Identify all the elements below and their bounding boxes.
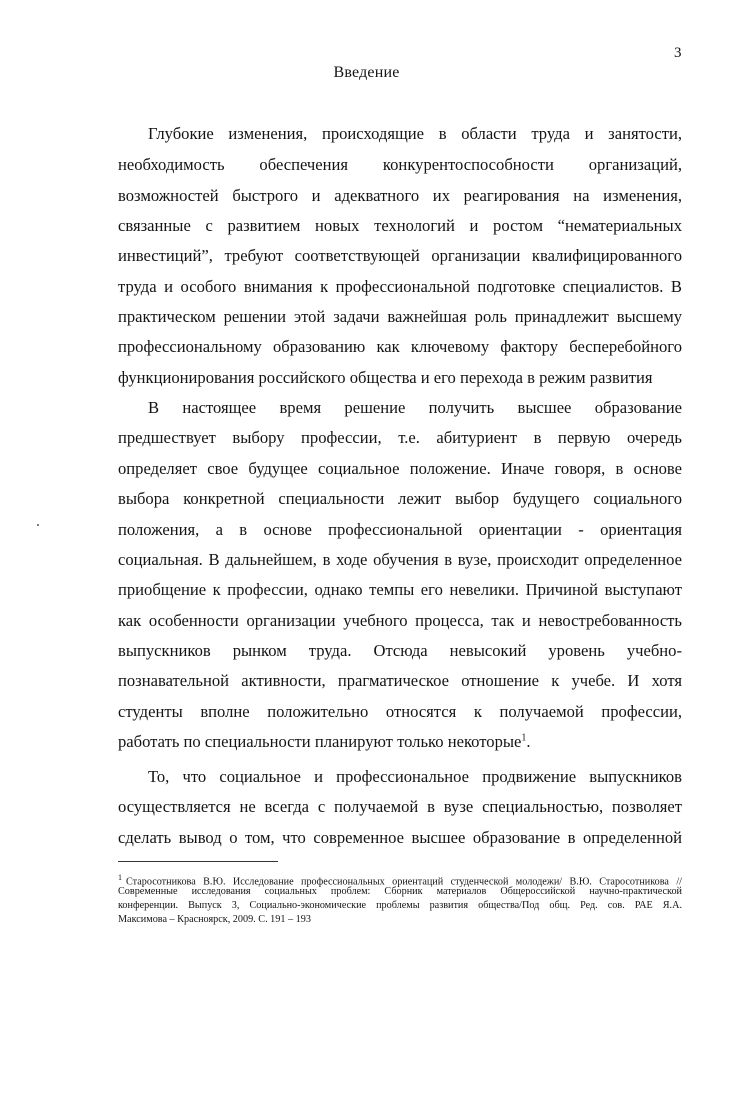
body-line: социальная. В дальнейшем, в ходе обучения в вузе, происходит определенное <box>118 550 682 569</box>
body-line-text: работать по специальности планируют только некоторые <box>118 732 522 751</box>
footnote-reference[interactable]: 1 <box>521 732 527 744</box>
scan-speck <box>37 524 39 526</box>
body-line: профессиональному образованию как ключевому фактору бесперебойного <box>118 337 682 356</box>
page-number: 3 <box>674 45 682 61</box>
body-line: Глубокие изменения, происходящие в области труда и занятости, <box>148 124 682 143</box>
footnote-text: Старосотникова В.Ю. Исследование профессиональных ориентаций студенческой молодежи/ В.Ю. Старосотникова // <box>126 876 682 888</box>
body-line: осуществляется не всегда с получаемой в вузе специальностью, позволяет <box>118 797 682 816</box>
body-line: То, что социальное и профессиональное продвижение выпускников <box>148 767 682 786</box>
body-line: студенты вполне положительно относятся к получаемой профессии, <box>118 702 682 721</box>
footnote-line: Максимова – Красноярск, 2009. С. 191 – 193 <box>118 914 311 925</box>
body-line: определяет свое будущее социальное положение. Иначе говоря, в основе <box>118 459 682 478</box>
body-line: познавательной активности, прагматическое отношение к учебе. И хотя <box>118 671 682 690</box>
footnote-divider <box>118 861 278 862</box>
body-line: инвестиций”, требуют соответствующей организации квалифицированного <box>118 246 682 265</box>
body-line: выпускников рынком труда. Отсюда невысокий уровень учебно- <box>118 641 682 660</box>
body-line: практическом решении этой задачи важнейшая роль принадлежит высшему <box>118 307 682 326</box>
body-line: как особенности организации учебного процесса, так и невостребованность <box>118 611 682 630</box>
body-line: связанные с развитием новых технологий и ростом “нематериальных <box>118 216 682 235</box>
body-line: возможностей быстрого и адекватного их реагирования на изменения, <box>118 186 682 205</box>
body-line: труда и особого внимания к профессиональной подготовке специалистов. В <box>118 277 682 296</box>
body-line: В настоящее время решение получить высшее образование <box>148 398 682 417</box>
footnote-mark: 1 <box>118 873 122 882</box>
body-line-last: работать по специальности планируют только некоторые$^1$. <box>118 732 531 751</box>
body-line: сделать вывод о том, что современное высшее образование в определенной <box>118 828 682 847</box>
body-line: приобщение к профессии, однако темпы его невелики. Причиной выступают <box>118 580 682 599</box>
body-line: необходимость обеспечения конкурентоспособности организаций, <box>118 155 682 174</box>
body-line: функционирования российского общества и его перехода в режим развития <box>118 368 653 387</box>
body-line: выбора конкретной специальности лежит выбор будущего социального <box>118 489 682 508</box>
body-line: положения, а в основе профессиональной ориентации - ориентация <box>118 520 682 539</box>
footnote-line: Современные исследования социальных проблем: Сборник материалов Общероссийской научно-практической <box>118 886 682 897</box>
body-line: предшествует выбору профессии, т.е. абитуриент в первую очередь <box>118 428 682 447</box>
footnote-line: конференции. Выпуск 3, Социально-экономические проблемы развития общества/Под общ. Ред. сов. РАЕ Я.А. <box>118 900 682 911</box>
page-title: Введение <box>333 64 400 81</box>
